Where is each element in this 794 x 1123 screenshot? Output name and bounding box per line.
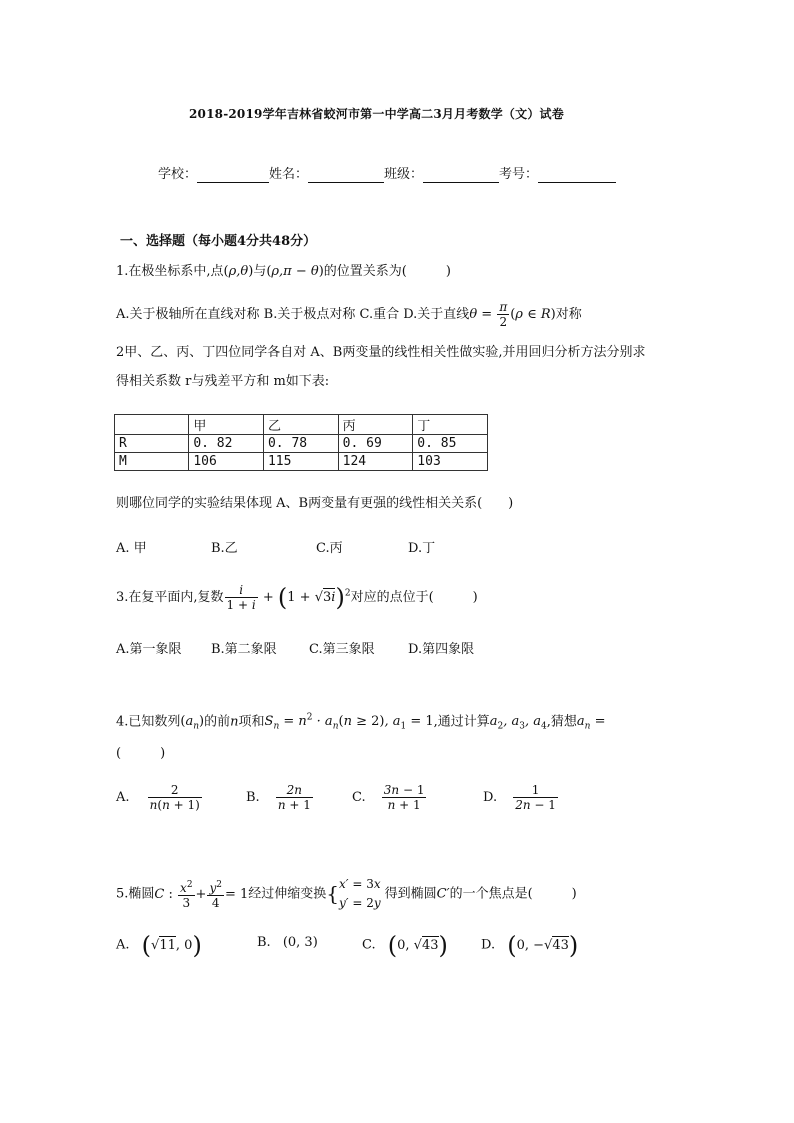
question-3-option-c[interactable]: C.第三象限 <box>309 642 375 657</box>
question-4-option-c[interactable]: C. $\frac{3n - 1}{n + 1}$ <box>352 783 425 812</box>
formula-q5-d: (0, −√43) <box>507 931 579 959</box>
question-4-stem: 4.已知数列$(a_n)$的前n项和$S_n = n^2 \cdot a_n(n \ge 2)$, $a_1 = 1$,通过计算$a_2$, $a_3$, $a_4$,猜想$a_n$ = <box>116 713 606 732</box>
formula-transform: {x′ = 3x y′ = 2y <box>326 877 381 910</box>
question-4-option-d[interactable]: D. $\frac{1}{2n - 1}$ <box>483 783 556 812</box>
question-4-option-b[interactable]: B. $\frac{2n}{n + 1}$ <box>246 783 311 812</box>
name-blank[interactable] <box>308 168 384 183</box>
table-cell: 106 <box>189 453 264 471</box>
section-heading: 一、选择题（每小题4分共48分） <box>120 234 317 249</box>
formula-a234: $a_2$, $a_3$, $a_4$ <box>489 714 547 732</box>
table-cell: 0. 82 <box>189 435 264 453</box>
class-label: 班级： <box>384 167 424 182</box>
class-blank[interactable] <box>423 168 499 183</box>
question-2-line-2: 得相关系数 r与残差平方和 m如下表: <box>116 374 330 389</box>
formula-option-a: $\frac{2}{n(n + 1)}$ <box>149 783 200 812</box>
formula-theta-line: θ = $\frac{\pi}{2}$ (ρ ∈ R) <box>469 300 556 329</box>
question-5-option-c[interactable]: C. (0, √43) <box>362 931 448 959</box>
formula-a1: , $a_1 = 1$ <box>384 714 434 732</box>
formula-q5-a: (√11, 0) <box>141 931 202 959</box>
table-cell: 124 <box>338 453 413 471</box>
table-cell: 103 <box>413 453 488 471</box>
formula-c-prime: C′ <box>436 886 450 902</box>
table-cell: M <box>115 453 189 471</box>
question-1-stem: 1.在极坐标系中,点(ρ,θ)与(ρ,π − θ)的位置关系为( ) <box>116 264 451 279</box>
question-2-option-c[interactable]: C.丙 <box>316 541 343 556</box>
question-5-option-a[interactable]: A. (√11, 0) <box>116 931 202 959</box>
question-2-option-b[interactable]: B.乙 <box>211 541 238 556</box>
question-5-option-d[interactable]: D. (0, −√43) <box>481 931 579 959</box>
formula-point-1: (ρ,θ) <box>223 264 254 279</box>
number-label: 考号： <box>499 167 539 182</box>
question-3-option-d[interactable]: D.第四象限 <box>408 642 475 657</box>
formula-sum: $S_n = n^2 \cdot a_n(n \ge 2)$ <box>264 713 385 732</box>
question-5-stem: 5.椭圆C : $\frac{x^2}{3}$ + $\frac{y^2}{4}$ = 1经过伸缩变换{x′ = 3x y′ = 2y得到椭圆C′的一个焦点是( ) <box>116 875 577 913</box>
formula-point-2: (ρ,π − θ) <box>266 264 324 279</box>
question-1-options: A.关于极轴所在直线对称 B.关于极点对称 C.重合 D.关于直线θ = $\frac{\pi}{2}$ (ρ ∈ R)对称 <box>116 300 582 329</box>
question-2-option-a[interactable]: A. 甲 <box>116 541 147 556</box>
name-label: 姓名： <box>269 167 309 182</box>
formula-sequence: $(a_n)$ <box>180 714 205 732</box>
table-row <box>115 435 488 453</box>
table-cell: 0. 85 <box>413 435 488 453</box>
formula-an: $a_n$ = <box>576 714 606 732</box>
question-2-option-d[interactable]: D.丁 <box>408 541 436 556</box>
question-5-option-b[interactable]: B. (0, 3) <box>257 935 318 950</box>
page-title: 2018-2019学年吉林省蛟河市第一中学高二3月月考数学（文）试卷 <box>189 107 564 121</box>
formula-option-d: $\frac{1}{2n - 1}$ <box>515 783 556 812</box>
student-info-row <box>158 167 616 183</box>
formula-q5-c: (0, √43) <box>387 931 448 959</box>
table-cell: 乙 <box>263 415 338 435</box>
number-blank[interactable] <box>538 168 616 183</box>
table-cell: 0. 78 <box>263 435 338 453</box>
question-2-line-1: 2甲、乙、丙、丁四位同学各自对 A、B两变量的线性相关性做实验,并用回归分析方法分别求 <box>116 345 646 360</box>
formula-option-c: $\frac{3n - 1}{n + 1}$ <box>383 783 425 812</box>
question-3-stem: 3.在复平面内,复数 $\frac{i}{1 + i}$ + $(1 + √3i)^2$对应的点位于( ) <box>116 583 478 612</box>
table-row <box>115 415 488 435</box>
question-4-paren: ( ) <box>116 746 166 761</box>
question-3-option-a[interactable]: A.第一象限 <box>116 642 182 657</box>
table-cell: 丁 <box>413 415 488 435</box>
question-4-option-a[interactable]: A. $\frac{2}{n(n + 1)}$ <box>116 783 200 812</box>
question-2-stem: 则哪位同学的实验结果体现 A、B两变量有更强的线性相关关系( ) <box>116 496 514 511</box>
correlation-table <box>114 414 488 471</box>
table-cell: 甲 <box>189 415 264 435</box>
table-cell: 丙 <box>338 415 413 435</box>
table-cell: R <box>115 435 189 453</box>
formula-n: n <box>230 714 239 730</box>
school-label: 学校： <box>158 167 198 182</box>
table-cell: 0. 69 <box>338 435 413 453</box>
question-3-option-b[interactable]: B.第二象限 <box>211 642 277 657</box>
table-cell <box>115 415 189 435</box>
table-cell: 115 <box>263 453 338 471</box>
formula-q5-b: (0, 3) <box>282 935 318 950</box>
school-blank[interactable] <box>197 168 269 183</box>
formula-option-b: $\frac{2n}{n + 1}$ <box>277 783 311 812</box>
table-row <box>115 453 488 471</box>
formula-complex: $\frac{i}{1 + i}$ + $(1 + √3i)^2$ <box>226 583 351 612</box>
formula-ellipse: C : $\frac{x^2}{3}$ + $\frac{y^2}{4}$ = 1 <box>154 880 249 910</box>
